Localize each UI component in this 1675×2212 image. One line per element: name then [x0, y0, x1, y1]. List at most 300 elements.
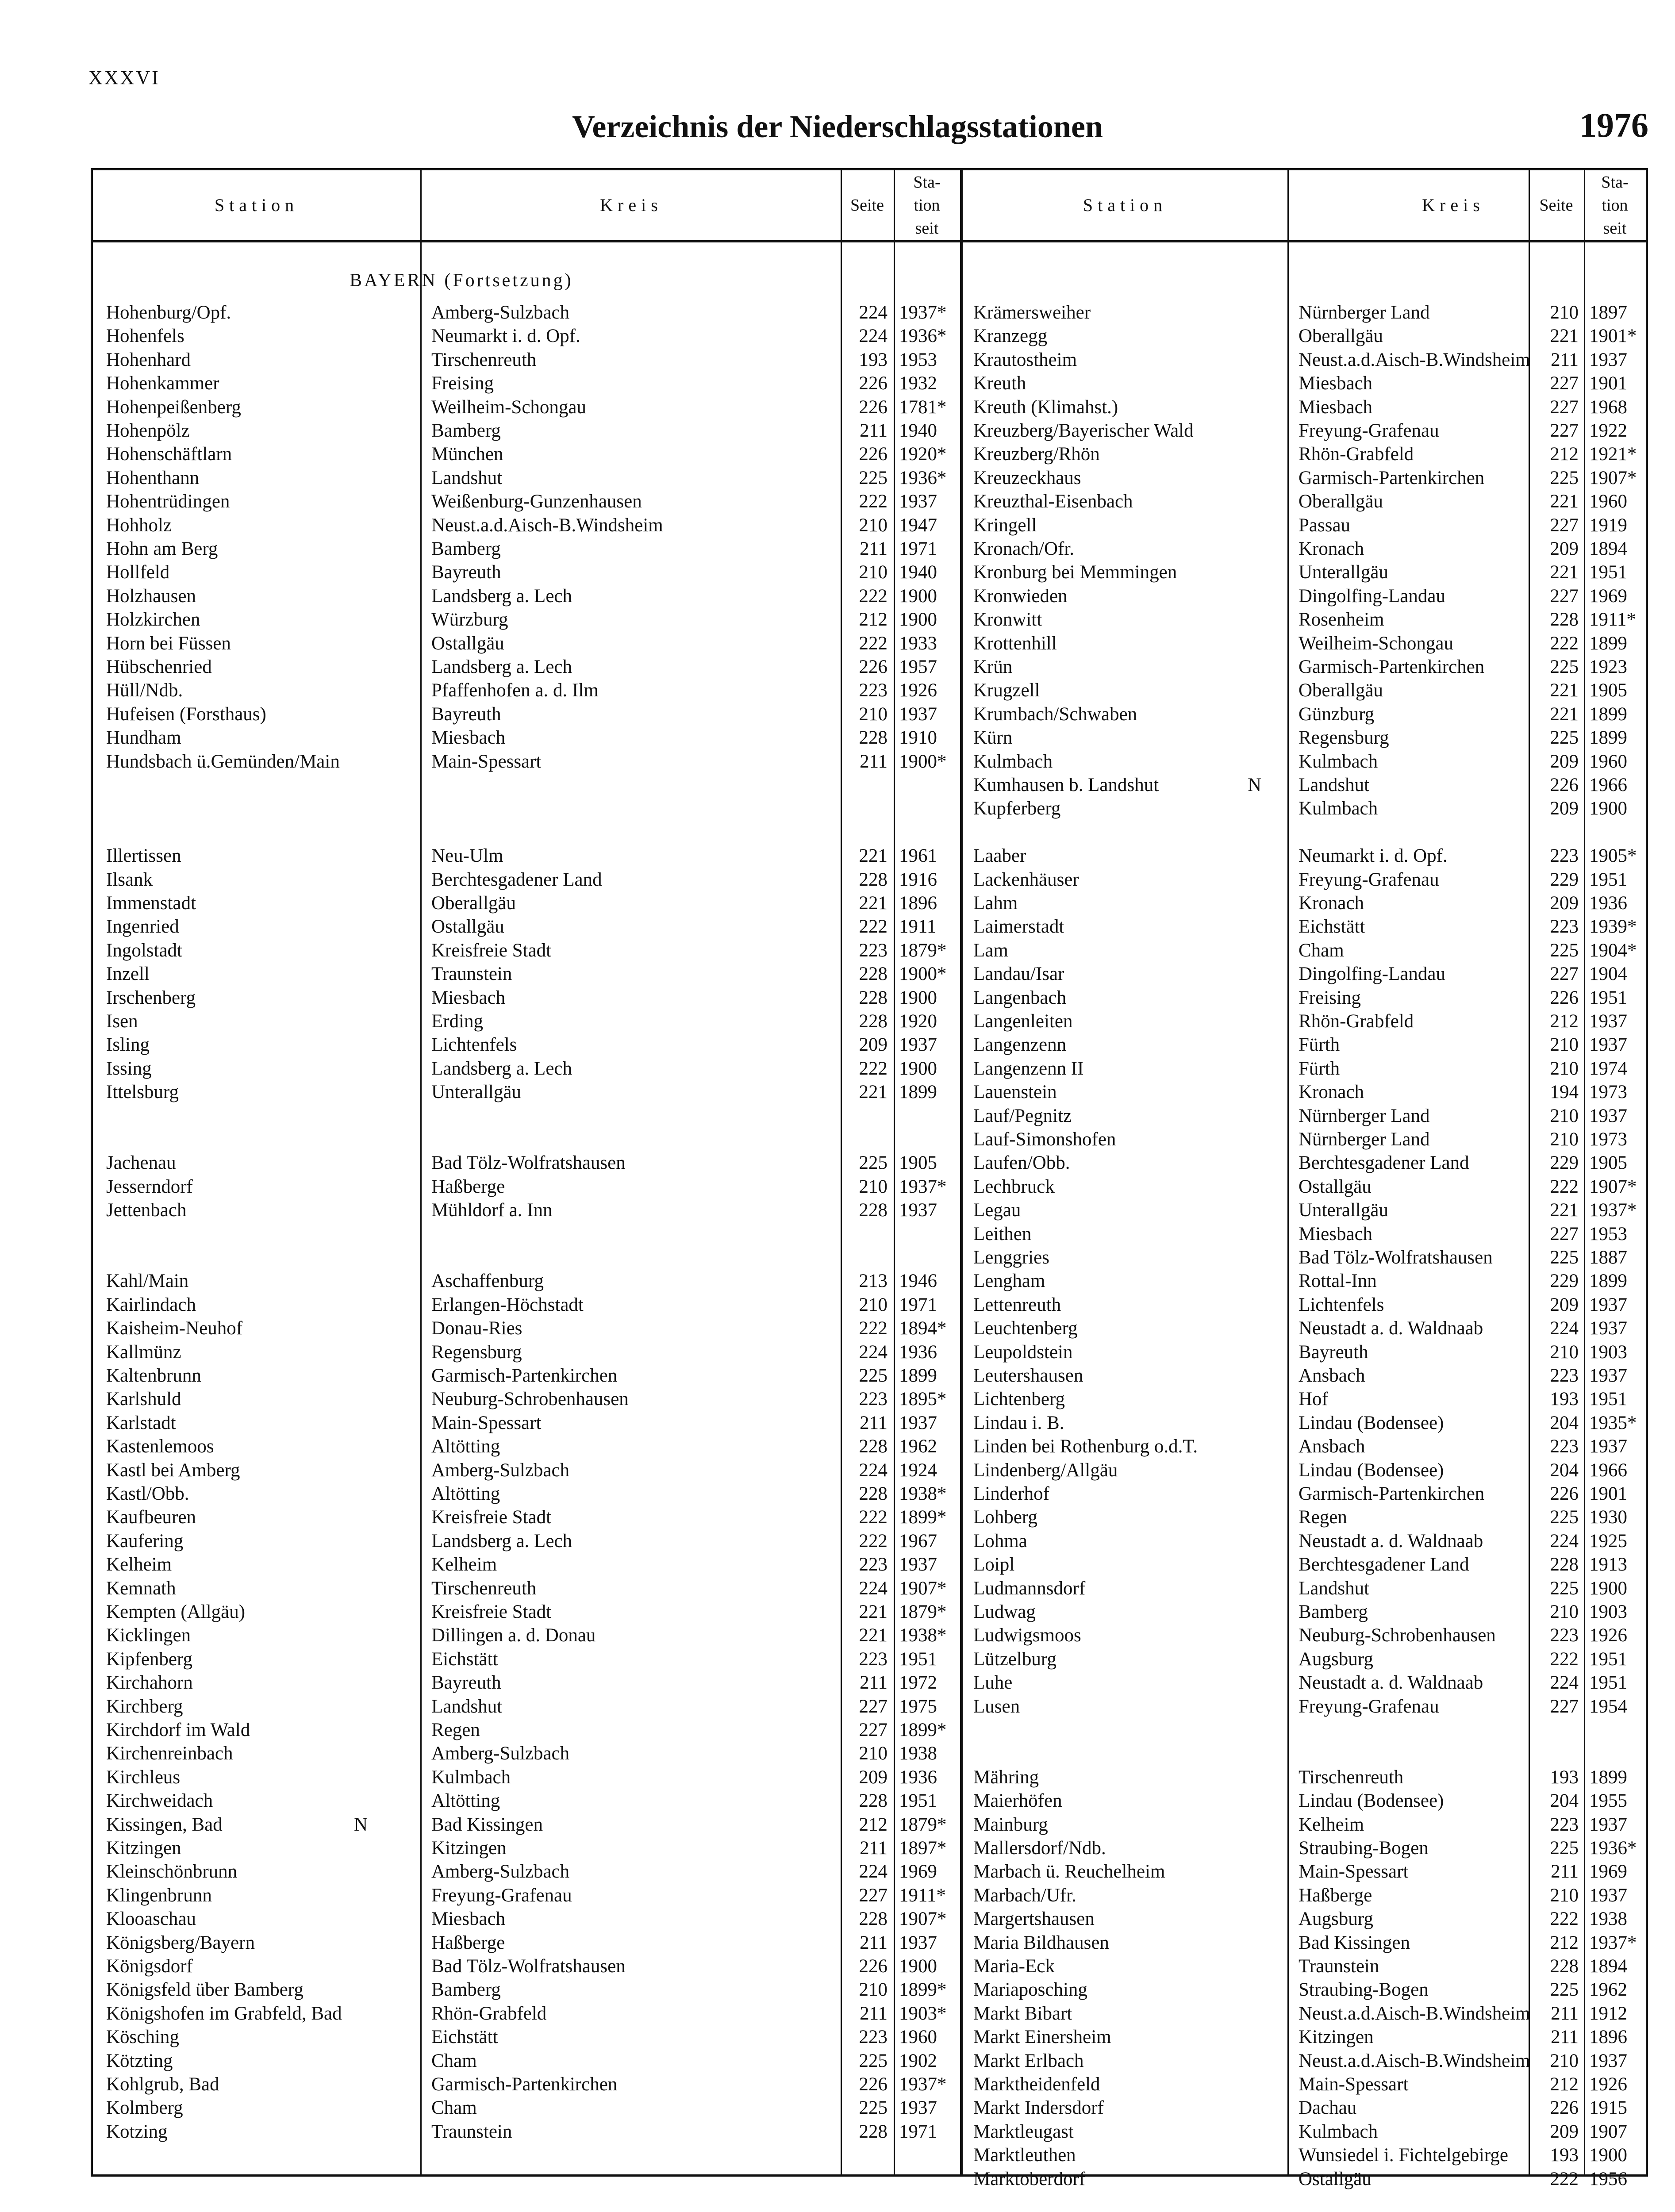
kreis-name: Altötting [431, 1790, 500, 1812]
station-name: Kirchweidach [106, 1790, 213, 1812]
station-since-year: 1899 [1589, 1271, 1627, 1292]
page-reference: 224 [859, 302, 887, 323]
header-station-left: Station [214, 195, 299, 215]
station-since-year: 1960 [899, 2027, 937, 2048]
station-since-year: 1937 [1589, 1365, 1627, 1386]
kreis-name: Garmisch-Partenkirchen [1299, 657, 1485, 677]
kreis-name: Passau [1299, 515, 1351, 536]
station-since-year: 1905* [1589, 845, 1637, 867]
page-reference: 211 [860, 1672, 887, 1694]
kreis-name: Dingolfing-Landau [1299, 585, 1445, 607]
station-name: Kirchahorn [106, 1672, 193, 1694]
station-since-year: 1916 [899, 869, 937, 890]
kreis-name: Amberg-Sulzbach [431, 1861, 570, 1882]
page-reference: 223 [859, 1389, 887, 1410]
page-reference: 211 [860, 1932, 887, 1953]
station-name: Landau/Isar [973, 964, 1064, 985]
page-reference: 223 [859, 940, 887, 961]
kreis-name: Traunstein [431, 2121, 512, 2142]
station-name: Hundham [106, 727, 181, 749]
station-name: Leuchtenberg [973, 1318, 1078, 1339]
station-name: Hohholz [106, 515, 172, 536]
station-name: Kitzingen [106, 1838, 181, 1859]
station-name: Krumbach/Schwaben [973, 703, 1137, 725]
kreis-name: Regensburg [431, 1341, 522, 1363]
station-name: Kemnath [106, 1578, 176, 1599]
page-reference: 212 [859, 609, 887, 630]
page-reference: 209 [1550, 798, 1579, 819]
page-reference: 222 [859, 916, 887, 937]
station-since-year: 1920* [899, 444, 947, 465]
kreis-name: Straubing-Bogen [1299, 1979, 1429, 2001]
page-reference: 221 [859, 1625, 887, 1646]
page-reference: 225 [1550, 1247, 1579, 1268]
station-name: Isling [106, 1034, 150, 1056]
station-name: Lauf/Pegnitz [973, 1105, 1072, 1126]
station-since-year: 1939* [1589, 916, 1637, 937]
station-since-year: 1967 [899, 1530, 937, 1551]
page-reference: 193 [1550, 1767, 1579, 1788]
page-reference: 210 [859, 703, 887, 725]
kreis-name: Rhön-Grabfeld [431, 2003, 547, 2024]
station-since-year: 1781* [899, 396, 947, 418]
station-since-year: 1957 [899, 657, 937, 677]
kreis-name: Tirschenreuth [431, 1578, 537, 1599]
station-since-year: 1903 [1589, 1601, 1627, 1622]
page-reference: 228 [859, 987, 887, 1008]
page-reference: 224 [859, 1341, 887, 1363]
station-name: Laimerstadt [973, 916, 1064, 937]
kreis-name: Bad Tölz-Wolfratshausen [1299, 1247, 1493, 1268]
station-name: Kranzegg [973, 326, 1048, 347]
header-seit-right: Sta- tion seit [1601, 173, 1629, 238]
station-name: Kissingen, Bad [106, 1814, 223, 1835]
section-title: BAYERN (Fortsetzung) [350, 270, 573, 291]
page-reference: 210 [1550, 1034, 1579, 1056]
station-since-year: 1951 [1589, 987, 1627, 1008]
station-since-year: 1924 [899, 1459, 937, 1481]
station-name: Laaber [973, 845, 1026, 867]
page-reference: 223 [1550, 916, 1579, 937]
station-since-year: 1966 [1589, 775, 1627, 795]
station-since-year: 1905 [1589, 1152, 1627, 1174]
station-name: Holzhausen [106, 585, 196, 607]
station-name: Linden bei Rothenburg o.d.T. [973, 1436, 1198, 1457]
kreis-name: Unterallgäu [1299, 562, 1388, 583]
station-since-year: 1937 [1589, 1885, 1627, 1906]
kreis-name: Augsburg [1299, 1909, 1373, 1930]
station-name: Ingolstadt [106, 940, 182, 961]
station-since-year: 1937 [899, 1554, 937, 1575]
page-reference: 226 [1550, 775, 1579, 795]
kreis-name: Nürnberger Land [1299, 1129, 1430, 1150]
station-name: Klooaschau [106, 1909, 196, 1930]
kreis-name: Bayreuth [1299, 1341, 1368, 1363]
page-year: 1976 [1579, 106, 1648, 144]
page-reference: 228 [859, 869, 887, 890]
station-name: Kohlgrub, Bad [106, 2074, 219, 2095]
station-since-year: 1966 [1589, 1459, 1627, 1481]
kreis-name: Freising [1299, 987, 1361, 1008]
station-since-year: 1902 [899, 2050, 937, 2071]
page-reference: 209 [1550, 751, 1579, 772]
page-reference: 209 [859, 1767, 887, 1788]
kreis-name: Altötting [431, 1436, 500, 1457]
page-reference: 226 [859, 396, 887, 418]
station-since-year: 1951 [899, 1790, 937, 1812]
page-reference: 226 [859, 444, 887, 465]
page-reference: 227 [859, 1696, 887, 1717]
kreis-name: Neustadt a. d. Waldnaab [1299, 1318, 1483, 1339]
page-reference: 227 [1550, 585, 1579, 607]
page-reference: 223 [859, 2027, 887, 2048]
kreis-name: Neu-Ulm [431, 845, 503, 867]
page-reference: 209 [1550, 893, 1579, 914]
kreis-name: Miesbach [431, 987, 506, 1008]
station-name: Kirchenreinbach [106, 1743, 233, 1764]
station-name: Kreuzeckhaus [973, 467, 1081, 488]
station-since-year: 1956 [1589, 2168, 1627, 2189]
kreis-name: Garmisch-Partenkirchen [1299, 1483, 1485, 1504]
station-since-year: 1940 [899, 420, 937, 441]
page-reference: 222 [859, 1507, 887, 1528]
page-reference: 228 [1550, 609, 1579, 630]
station-since-year: 1947 [899, 515, 937, 536]
kreis-name: Amberg-Sulzbach [431, 1459, 570, 1481]
kreis-name: Miesbach [431, 727, 506, 749]
page-reference: 221 [859, 1601, 887, 1622]
page-reference: 211 [1551, 349, 1579, 370]
station-since-year: 1899 [1589, 703, 1627, 725]
page-reference: 221 [859, 1082, 887, 1103]
kreis-name: Neust.a.d.Aisch-B.Windsheim [431, 515, 663, 536]
station-since-year: 1968 [1589, 396, 1627, 418]
station-since-year: 1899* [899, 1720, 947, 1740]
kreis-name: Bad Kissingen [1299, 1932, 1410, 1953]
header-seit-left: Sta- tion seit [913, 173, 941, 238]
station-name: Mallersdorf/Ndb. [973, 1838, 1106, 1859]
page-number: XXXVI [88, 67, 160, 88]
station-name: Hohentrüdingen [106, 491, 230, 512]
kreis-name: Landshut [431, 467, 503, 488]
station-name: Kreuth (Klimahst.) [973, 396, 1118, 418]
station-name: Marktleugast [973, 2121, 1074, 2142]
kreis-name: Nürnberger Land [1299, 302, 1430, 323]
station-since-year: 1895* [899, 1389, 947, 1410]
station-since-year: 1933 [899, 633, 937, 654]
station-since-year: 1926 [1589, 2074, 1627, 2095]
kreis-name: Aschaffenburg [431, 1271, 544, 1292]
column-divider [894, 170, 895, 2174]
page-reference: 193 [1550, 1389, 1579, 1410]
kreis-name: Lindau (Bodensee) [1299, 1790, 1444, 1812]
kreis-name: Rottal-Inn [1299, 1271, 1377, 1292]
page-reference: 221 [1550, 326, 1579, 347]
station-since-year: 1936 [1589, 893, 1627, 914]
station-name: Lauenstein [973, 1082, 1057, 1103]
page-reference: 224 [859, 1459, 887, 1481]
page-reference: 210 [859, 515, 887, 536]
station-since-year: 1899 [899, 1082, 937, 1103]
station-note-mark: N [1248, 775, 1262, 795]
station-since-year: 1940 [899, 562, 937, 583]
station-name: Kallmünz [106, 1341, 181, 1363]
page-reference: 228 [1550, 1554, 1579, 1575]
station-name: Königsfeld über Bamberg [106, 1979, 303, 2001]
station-since-year: 1937* [899, 302, 947, 323]
kreis-name: Traunstein [1299, 1956, 1379, 1977]
kreis-name: Bamberg [431, 420, 501, 441]
page-reference: 209 [1550, 538, 1579, 559]
page-reference: 223 [859, 1554, 887, 1575]
station-name: Immenstadt [106, 893, 196, 914]
page-reference: 223 [1550, 1814, 1579, 1835]
station-name: Horn bei Füssen [106, 633, 231, 654]
header-seite-left: Seite [850, 196, 884, 215]
station-name: Jachenau [106, 1152, 176, 1174]
station-name: Hohenpölz [106, 420, 190, 441]
page-reference: 226 [1550, 1483, 1579, 1504]
station-since-year: 1937 [1589, 1011, 1627, 1032]
station-name: Kötzting [106, 2050, 173, 2071]
kreis-name: Kelheim [1299, 1814, 1364, 1835]
page-reference: 228 [859, 1011, 887, 1032]
station-name: Hohn am Berg [106, 538, 218, 559]
page-reference: 224 [1550, 1672, 1579, 1694]
page-reference: 210 [859, 1176, 887, 1197]
station-name: Lohma [973, 1530, 1027, 1551]
station-name: Marktoberdorf [973, 2168, 1086, 2189]
station-since-year: 1901 [1589, 373, 1627, 394]
kreis-name: Landshut [1299, 775, 1370, 795]
station-name: Kirchdorf im Wald [106, 1720, 250, 1740]
station-since-year: 1937 [1589, 1436, 1627, 1457]
page-reference: 228 [859, 1436, 887, 1457]
station-since-year: 1936 [899, 1341, 937, 1363]
station-since-year: 1926 [899, 680, 937, 701]
page-reference: 227 [859, 1720, 887, 1740]
station-name: Kreuzthal-Eisenbach [973, 491, 1133, 512]
kreis-name: Eichstätt [431, 2027, 498, 2048]
station-since-year: 1938* [899, 1625, 947, 1646]
station-name: Kupferberg [973, 798, 1061, 819]
page-reference: 221 [859, 845, 887, 867]
kreis-name: Landsberg a. Lech [431, 585, 572, 607]
kreis-name: Ostallgäu [431, 633, 504, 654]
kreis-name: Tirschenreuth [431, 349, 537, 370]
kreis-name: Unterallgäu [431, 1082, 521, 1103]
station-since-year: 1907 [1589, 2121, 1627, 2142]
station-since-year: 1879* [899, 940, 947, 961]
page-reference: 212 [1550, 1011, 1579, 1032]
kreis-name: Freyung-Grafenau [431, 1885, 572, 1906]
page-reference: 224 [1550, 1318, 1579, 1339]
station-name: Leutershausen [973, 1365, 1083, 1386]
page-reference: 221 [1550, 562, 1579, 583]
kreis-name: Amberg-Sulzbach [431, 1743, 570, 1764]
kreis-name: Oberallgäu [1299, 326, 1383, 347]
page-reference: 222 [1550, 633, 1579, 654]
station-name: Maria-Eck [973, 1956, 1055, 1977]
station-name: Hohenfels [106, 326, 184, 347]
kreis-name: Kitzingen [431, 1838, 507, 1859]
station-since-year: 1910 [899, 727, 937, 749]
kreis-name: Miesbach [1299, 396, 1373, 418]
kreis-name: Mühldorf a. Inn [431, 1200, 553, 1221]
station-name: Krün [973, 657, 1013, 677]
kreis-name: Garmisch-Partenkirchen [431, 1365, 618, 1386]
station-name: Kastenlemoos [106, 1436, 214, 1457]
station-name: Ludwigsmoos [973, 1625, 1081, 1646]
kreis-name: Weißenburg-Gunzenhausen [431, 491, 642, 512]
station-name: Kolmberg [106, 2097, 183, 2119]
station-name: Maierhöfen [973, 1790, 1062, 1812]
page-reference: 225 [1550, 1507, 1579, 1528]
kreis-name: Berchtesgadener Land [431, 869, 602, 890]
station-name: Königshofen im Grabfeld, Bad [106, 2003, 342, 2024]
kreis-name: Günzburg [1299, 703, 1375, 725]
kreis-name: Haßberge [431, 1932, 505, 1953]
page-reference: 212 [1550, 444, 1579, 465]
kreis-name: Traunstein [431, 964, 512, 985]
kreis-name: Neustadt a. d. Waldnaab [1299, 1672, 1483, 1694]
page-reference: 223 [1550, 845, 1579, 867]
page-reference: 223 [1550, 1436, 1579, 1457]
kreis-name: Altötting [431, 1483, 500, 1504]
page-reference: 209 [859, 1034, 887, 1056]
station-name: Margertshausen [973, 1909, 1095, 1930]
page-reference: 226 [1550, 2097, 1579, 2119]
header-separator [93, 240, 1646, 242]
station-since-year: 1900 [899, 585, 937, 607]
station-since-year: 1971 [899, 2121, 937, 2142]
station-name: Kastl bei Amberg [106, 1459, 240, 1481]
page-reference: 225 [859, 467, 887, 488]
kreis-name: Bamberg [1299, 1601, 1368, 1622]
kreis-name: Cham [431, 2050, 477, 2071]
page-reference: 211 [860, 420, 887, 441]
kreis-name: Cham [431, 2097, 477, 2119]
page-reference: 226 [859, 1956, 887, 1977]
kreis-name: Neust.a.d.Aisch-B.Windsheim [1299, 2003, 1530, 2024]
page-reference: 227 [859, 1885, 887, 1906]
station-since-year: 1937* [899, 2074, 947, 2095]
station-name: Mähring [973, 1767, 1039, 1788]
station-since-year: 1951 [1589, 562, 1627, 583]
page-reference: 228 [859, 727, 887, 749]
station-since-year: 1937 [1589, 349, 1627, 370]
station-since-year: 1938* [899, 1483, 947, 1504]
page-reference: 227 [1550, 515, 1579, 536]
station-name: Kronburg bei Memmingen [973, 562, 1177, 583]
station-name: Krottenhill [973, 633, 1057, 654]
station-since-year: 1960 [1589, 491, 1627, 512]
station-name: Mariaposching [973, 1979, 1087, 2001]
station-since-year: 1894 [1589, 1956, 1627, 1977]
page-reference: 225 [859, 1152, 887, 1174]
page-title: Verzeichnis der Niederschlagsstationen [572, 109, 1103, 144]
station-since-year: 1962 [899, 1436, 937, 1457]
page-reference: 224 [859, 326, 887, 347]
station-name: Langenbach [973, 987, 1067, 1008]
kreis-name: Miesbach [1299, 1223, 1373, 1244]
station-since-year: 1974 [1589, 1058, 1627, 1079]
station-since-year: 1937 [899, 491, 937, 512]
kreis-name: Ostallgäu [431, 916, 504, 937]
station-since-year: 1899* [899, 1979, 947, 2001]
kreis-name: Donau-Ries [431, 1318, 522, 1339]
station-since-year: 1937 [899, 2097, 937, 2119]
page-reference: 223 [1550, 1625, 1579, 1646]
station-name: Ilsank [106, 869, 153, 890]
station-name: Hübschenried [106, 657, 212, 677]
station-name: Kirchleus [106, 1767, 181, 1788]
page-reference: 229 [1550, 869, 1579, 890]
station-name: Markt Einersheim [973, 2027, 1111, 2048]
kreis-name: Haßberge [431, 1176, 505, 1197]
kreis-name: Berchtesgadener Land [1299, 1152, 1469, 1174]
page-reference: 222 [1550, 2168, 1579, 2189]
page-reference: 228 [1550, 1956, 1579, 1977]
kreis-name: Rosenheim [1299, 609, 1384, 630]
page-reference: 223 [859, 680, 887, 701]
page-reference: 209 [1550, 1294, 1579, 1315]
station-since-year: 1897 [1589, 302, 1627, 323]
kreis-name: Regensburg [1299, 727, 1389, 749]
column-divider [841, 170, 842, 2174]
station-name: Hohenhard [106, 349, 191, 370]
station-name: Issing [106, 1058, 152, 1079]
page-reference: 210 [1550, 2050, 1579, 2071]
station-since-year: 1936 [899, 1767, 937, 1788]
kreis-name: München [431, 444, 503, 465]
page-reference: 221 [1550, 680, 1579, 701]
column-divider [1584, 170, 1585, 2174]
kreis-name: Bamberg [431, 1979, 501, 2001]
station-table [91, 168, 1648, 2189]
kreis-name: Regen [431, 1720, 480, 1740]
station-name: Kirchberg [106, 1696, 183, 1717]
page-reference: 210 [1550, 1058, 1579, 1079]
station-name: Krugzell [973, 680, 1040, 701]
station-name: Loipl [973, 1554, 1015, 1575]
page-reference: 211 [1551, 2003, 1579, 2024]
kreis-name: Bad Tölz-Wolfratshausen [431, 1956, 626, 1977]
kreis-name: Neumarkt i. d. Opf. [431, 326, 580, 347]
station-since-year: 1894* [899, 1318, 947, 1339]
station-name: Markt Bibart [973, 2003, 1072, 2024]
kreis-name: Rhön-Grabfeld [1299, 1011, 1414, 1032]
column-divider [1287, 170, 1289, 2174]
station-since-year: 1899 [1589, 1767, 1627, 1788]
station-since-year: 1951 [1589, 869, 1627, 890]
page-reference: 211 [860, 1412, 887, 1433]
page-reference: 228 [859, 964, 887, 985]
kreis-name: Straubing-Bogen [1299, 1838, 1429, 1859]
station-since-year: 1932 [899, 373, 937, 394]
station-since-year: 1975 [899, 1696, 937, 1717]
kreis-name: Landshut [1299, 1578, 1370, 1599]
kreis-name: Erding [431, 1011, 484, 1032]
kreis-name: Main-Spessart [1299, 1861, 1409, 1882]
station-since-year: 1953 [1589, 1223, 1627, 1244]
kreis-name: Weilheim-Schongau [431, 396, 587, 418]
page-reference: 225 [859, 2097, 887, 2119]
station-name: Legau [973, 1200, 1021, 1221]
station-since-year: 1919 [1589, 515, 1627, 536]
station-since-year: 1900 [899, 1058, 937, 1079]
page-reference: 194 [1550, 1082, 1579, 1103]
